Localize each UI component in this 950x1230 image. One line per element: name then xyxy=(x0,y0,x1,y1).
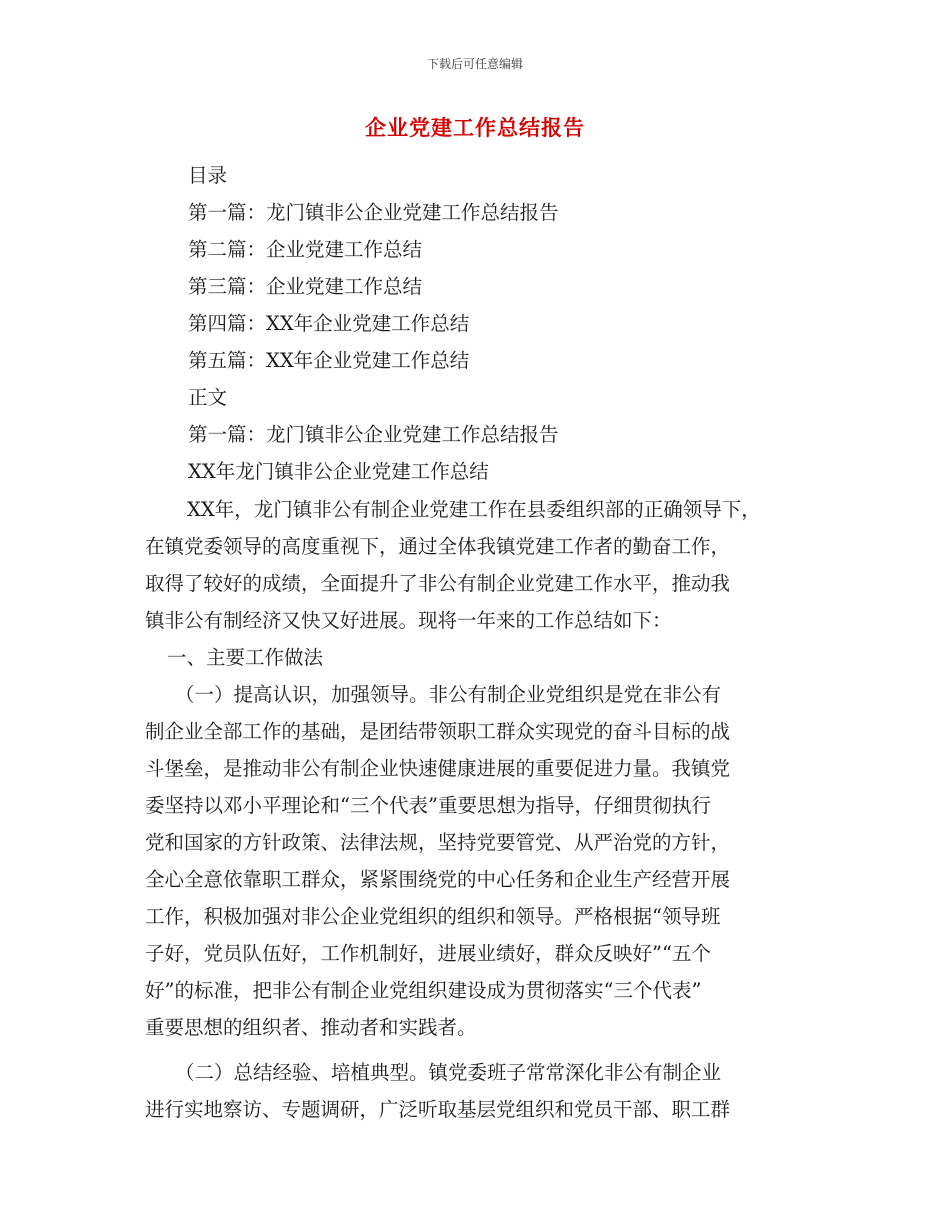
toc-heading: 目录 xyxy=(188,164,228,187)
intro-line: 取得了较好的成绩，全面提升了非公有制企业党建工作水平，推动我 xyxy=(145,572,731,595)
paragraph-line: （二）总结经验、培植典型。镇党委班子常常深化非公有制企业 xyxy=(175,1061,722,1084)
paragraph-line: （一）提高认识，加强领导。非公有制企业党组织是党在非公有 xyxy=(175,683,722,706)
body-heading: 正文 xyxy=(188,386,228,409)
article-title: 第一篇：龙门镇非公企业党建工作总结报告 xyxy=(188,423,559,446)
table-of-contents xyxy=(188,157,828,490)
header-note: 下载后可任意编辑 xyxy=(426,57,523,71)
section-heading: 一、主要工作做法 xyxy=(167,646,324,669)
intro-line: XX年，龙门镇非公有制企业党建工作在县委组织部的正确领导下， xyxy=(187,498,761,521)
paragraph-line: 好”的标准，把非公有制企业党组织建设成为贯彻落实“三个代表” xyxy=(145,979,702,1002)
paragraph-line: 重要思想的组织者、推动者和实践者。 xyxy=(145,1016,477,1039)
paragraph-line: 进行实地察访、专题调研，广泛听取基层党组织和党员干部、职工群 xyxy=(145,1098,731,1121)
paragraph-line: 党和国家的方针政策、法律法规，坚持党要管党、从严治党的方针， xyxy=(145,831,731,854)
paragraph-line: 工作，积极加强对非公企业党组织的组织和领导。严格根据“领导班 xyxy=(145,905,721,928)
toc-item: 第二篇：企业党建工作总结 xyxy=(188,238,423,261)
intro-line: 镇非公有制经济又快又好进展。现将一年来的工作总结如下： xyxy=(145,609,672,632)
paragraph-line: 子好，党员队伍好，工作机制好，进展业绩好，群众反映好”“五个 xyxy=(145,942,711,965)
toc-item: 第三篇：企业党建工作总结 xyxy=(188,275,423,298)
article-subtitle: XX年龙门镇非公企业党建工作总结 xyxy=(188,460,489,483)
paragraph-line: 全心全意依靠职工群众，紧紧围绕党的中心任务和企业生产经营开展 xyxy=(145,868,731,891)
document-title: 企业党建工作总结报告 xyxy=(365,115,585,140)
toc-item: 第四篇：XX年企业党建工作总结 xyxy=(188,312,470,335)
toc-item: 第五篇：XX年企业党建工作总结 xyxy=(188,349,470,372)
toc-item: 第一篇：龙门镇非公企业党建工作总结报告 xyxy=(188,201,559,224)
paragraph-line: 委坚持以邓小平理论和“三个代表”重要思想为指导，仔细贯彻执行 xyxy=(145,794,711,817)
paragraph-gap xyxy=(145,1046,815,1054)
paragraph-line: 斗堡垒，是推动非公有制企业快速健康进展的重要促进力量。我镇党 xyxy=(145,757,731,780)
paragraph-line: 制企业全部工作的基础，是团结带领职工群众实现党的奋斗目标的战 xyxy=(145,720,731,743)
intro-line: 在镇党委领导的高度重视下，通过全体我镇党建工作者的勤奋工作， xyxy=(145,535,731,558)
document-body xyxy=(145,491,815,1128)
